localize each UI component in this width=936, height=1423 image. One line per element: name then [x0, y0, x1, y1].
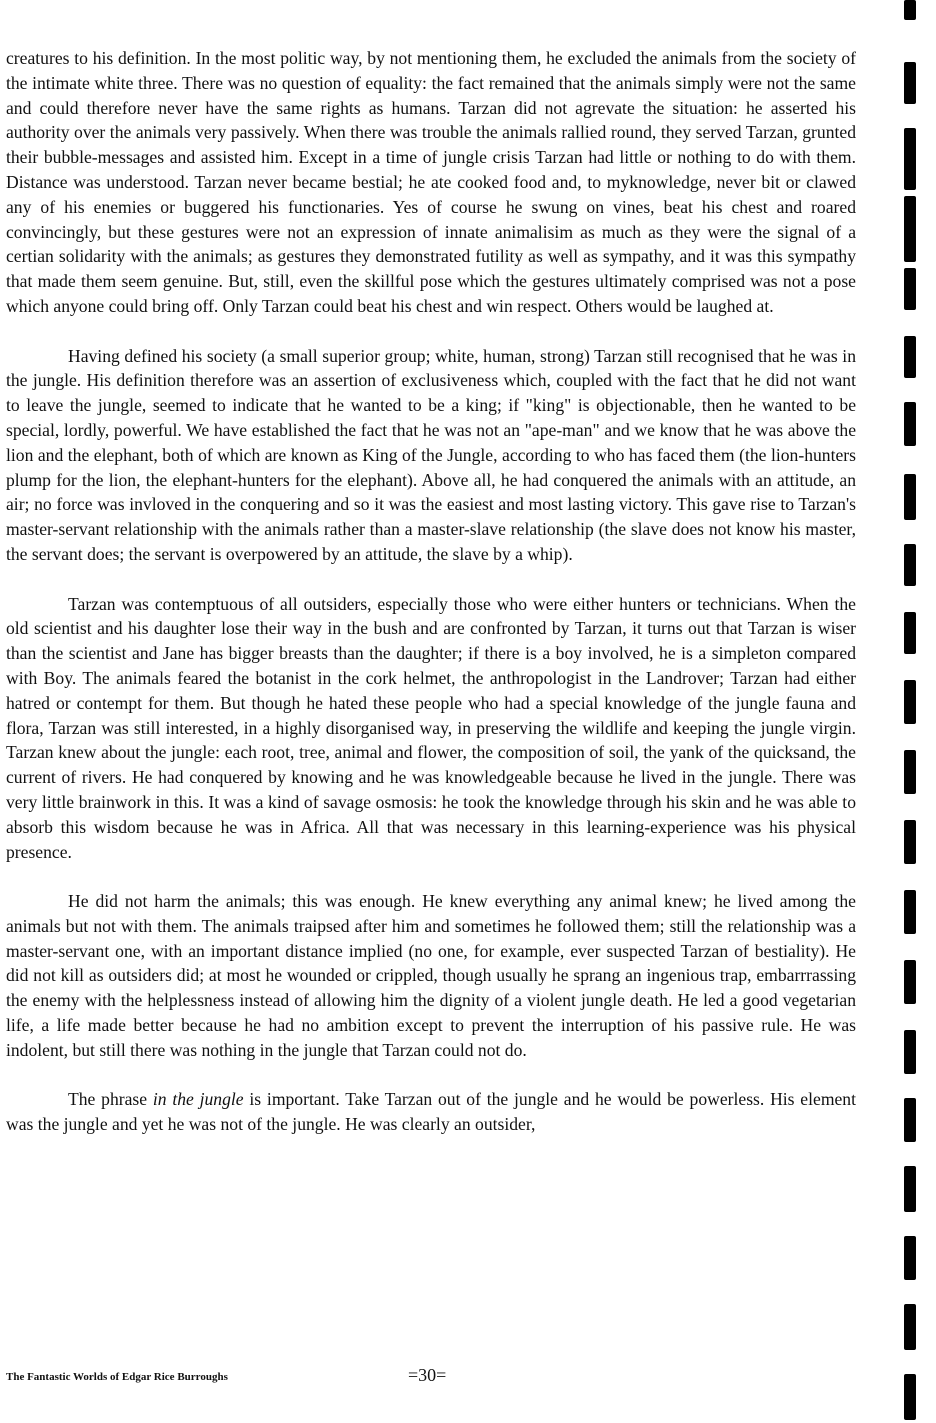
binding-mark [904, 268, 916, 310]
footer-book-title: The Fantastic Worlds of Edgar Rice Burroughs [6, 1371, 228, 1383]
binding-mark [904, 1374, 916, 1420]
binding-mark [904, 890, 916, 934]
body-text [6, 46, 856, 1162]
paragraph-5-text-b: is important. Take Tarzan out of the jungle and he would be powerless. His element was the jungle and yet he was not of the jungle. He was clearly an outsider, [6, 1089, 856, 1135]
binding-mark [904, 196, 916, 262]
binding-mark [904, 0, 916, 20]
binding-mark [904, 1166, 916, 1212]
binding-mark [904, 128, 916, 190]
binding-mark [904, 474, 916, 520]
binding-mark [904, 1030, 916, 1074]
binding-mark [904, 612, 916, 654]
paragraph-1 [6, 46, 856, 319]
binding-mark [904, 62, 916, 104]
paragraph-5 [6, 1087, 856, 1137]
binding-mark [904, 820, 916, 864]
binding-mark [904, 750, 916, 794]
paragraph-2-text: Having defined his society (a small superior group; white, human, strong) Tarzan still recognised that he was in the jungle. His definition therefore was an assertion of exclusiveness which, coupled with the fact that he did not want to leave the jungle, seemed to indicate that he wanted to be a king; if "king" is objectionable, then he wanted to be special, lordly, powerful. We have established the fact that he was not an "ape-man" and we know that he was above the lion and the elephant, both of which are known as King of the Jungle, according to who has faced them (the lion-hunters plump for the lion, the elephant-hunters for the elephant). Above all, he had conquered the animals with an attitude, an air; no force was invloved in the conquering and so it was the easiest and most lasting victory. This gave rise to Tarzan's master-servant relationship with the animals rather than a master-slave relationship (the slave does not know his master, the servant does; the servant is overpowered by an attitude, the slave by a whip). [6, 345, 856, 564]
paragraph-3-text: Tarzan was contemptuous of all outsiders, especially those who were either hunters or technicians. When the old scientist and his daughter lose their way in the bush and are confronted by Tarzan, it turns out that Tarzan is wiser than the scientist and Jane has bigger breasts than the daughter; if there is a boy involved, he is a simpleton compared with Boy. The animals feared the botanist in the cork helmet, the anthropologist in the Landrover; Tarzan had either hatred or contempt for them. But though he hated these people who had a special knowledge of the jungle fauna and flora, Tarzan was still interested, in a highly disorganised way, in preserving the wildlife and keeping the jungle virgin. Tarzan knew about the jungle: each root, tree, animal and flower, the composition of soil, the yank of the quicksand, the current of rivers. He had conquered by knowing and he was knowledgeable because he lived in the jungle. There was very little brainwork in this. It was a kind of savage osmosis: he took the knowledge through his skin and he was able to absorb this wisdom because he was in Africa. All that was necessary in this learning-experience was his physical presence. [6, 593, 856, 862]
paragraph-3 [6, 592, 856, 865]
footer-page-number: =30= [408, 1365, 447, 1385]
paragraph-1-text: creatures to his definition. In the most politic way, by not mentioning them, he excluded the animals from the society of the intimate white three. There was no question of equality: the fact remained that the animals simply were not the same and could therefore never have the same rights as humans. Tarzan did not agrevate the situation: he asserted his authority over the animals very passively. When there was trouble the animals rallied round, they served Tarzan, grunted their bubble-messages and assisted him. Except in a time of jungle crisis Tarzan had little or nothing to do with them. Distance was understood. Tarzan never became bestial; he ate cooked food and, to myknowledge, never bit or clawed any of his enemies or buggered his functionaries. Yes of course he swung on vines, beat his chest and roared convincingly, but these gestures were not an expression of innate animalisim as much as they were the signal of a certian solidarity with the animals; as gestures they demonstrated futility as well as sympathy, and it was this sympathy that made them seem genuine. But, still, even the skillful pose which the gestures ultimately comprised was not a pose which anyone could bring off. Only Tarzan could beat his chest and win respect. Others would be laughed at. [6, 48, 856, 316]
paragraph-5-italic-phrase: in the jungle [152, 1089, 244, 1110]
paragraph-2 [6, 344, 856, 567]
binding-mark [904, 1304, 916, 1350]
paragraph-4-text: He did not harm the animals; this was enough. He knew everything any animal knew; he lived among the animals but not with them. The animals traipsed after him and sometimes he followed them; still the relationship was a master-servant one, with an important distance implied (no one, for example, ever suspected Tarzan of bestiality). He did not kill as outsiders did; at most he wounded or crippled, though usually he sprang an ingenious trap, embarrrassing the enemy with the helplessness instead of allowing him the dignity of a violent jungle death. He led a good vegetarian life, a life made better because he had no ambition except to prevent the interruption of his passive rule. He was indolent, but still there was nothing in the jungle that Tarzan could not do. [6, 891, 856, 1060]
binding-mark [904, 402, 916, 446]
paragraph-5-text-a: The phrase [68, 1089, 153, 1110]
binding-mark [904, 680, 916, 724]
binding-mark [904, 1098, 916, 1142]
binding-mark [904, 960, 916, 1004]
binding-mark [904, 1236, 916, 1280]
binding-mark [904, 544, 916, 586]
binding-mark [904, 336, 916, 378]
paragraph-4 [6, 889, 856, 1063]
